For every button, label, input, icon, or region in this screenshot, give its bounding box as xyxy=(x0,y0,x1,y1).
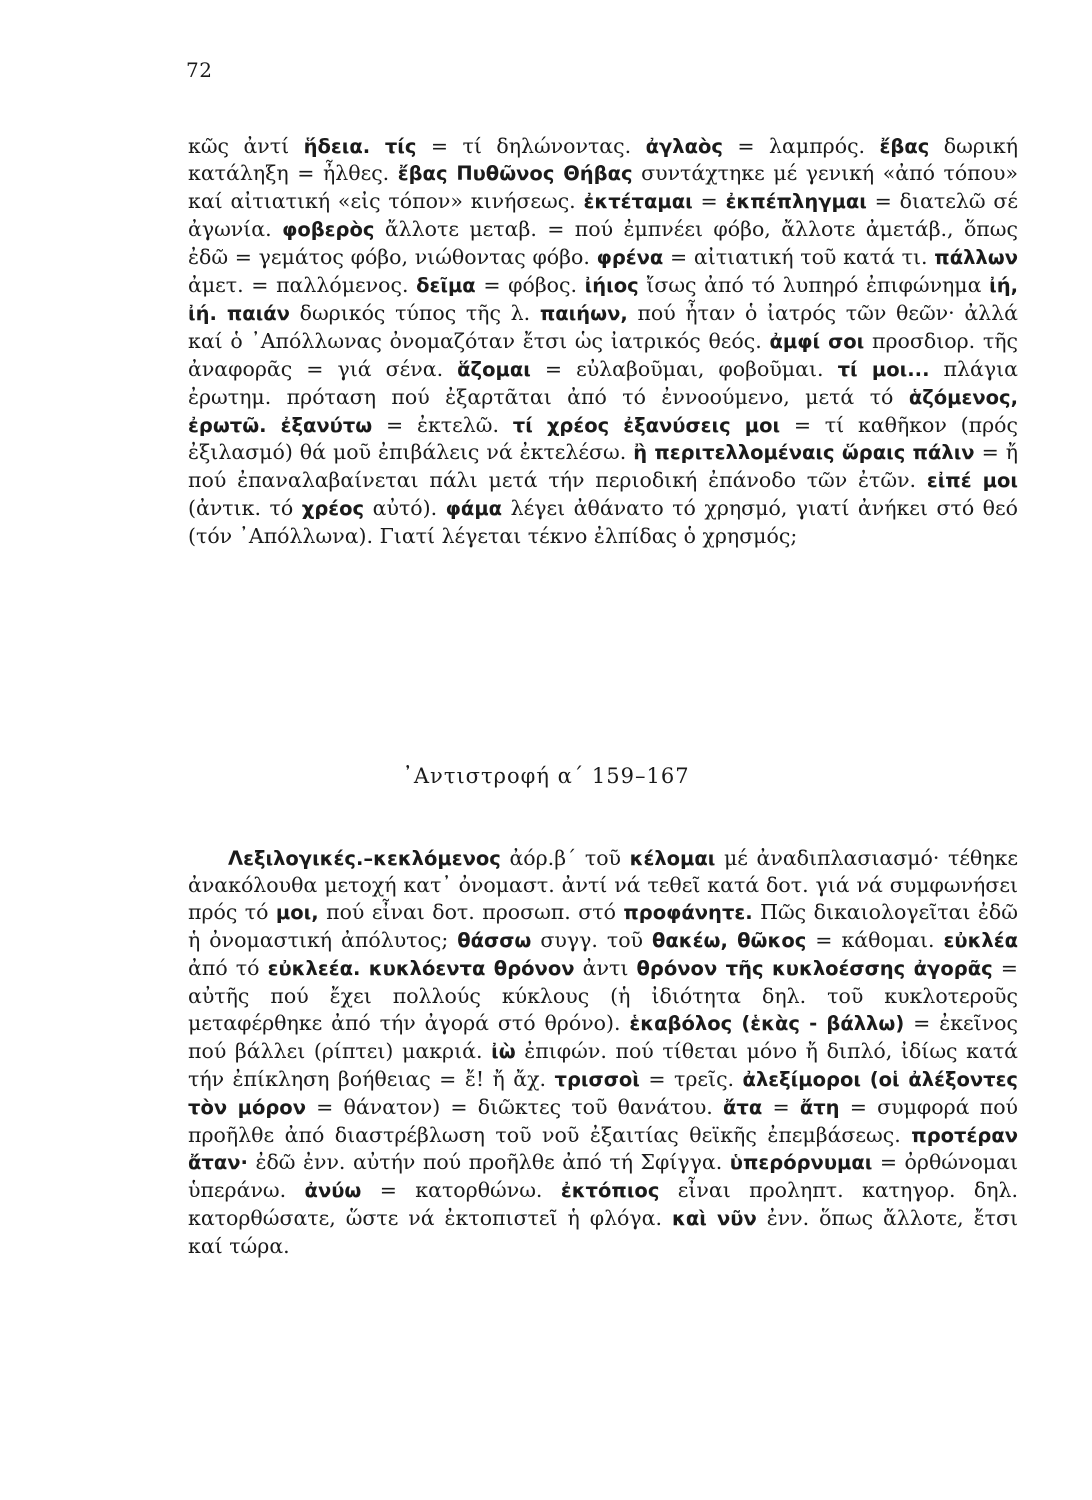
headword: ἁζόμενος, ἐρωτῶ. ἐξανύτω xyxy=(188,385,1018,437)
headword: φάμα xyxy=(445,497,503,521)
gloss-text: = θάνατον) = διῶκτες τοῦ θανάτου. xyxy=(305,1094,724,1119)
gloss-text: ἐνν. ὅπως ἄλλοτε, ἔτσι καί τώρα. xyxy=(188,1206,1018,1259)
gloss-text: πού ἦταν ὁ ἰατρός τῶν θεῶν· ἀλλά καί ὁ ᾿Απόλλωνας ὀνομαζόταν ἔτσι ὡς ἰατρικός θεός. xyxy=(188,300,1018,353)
headword: φοβερὸς xyxy=(282,218,375,242)
gloss-text: δωρικός τύπος τῆς λ. xyxy=(289,300,540,325)
headword: ὑπερόρνυμαι xyxy=(729,1151,873,1175)
headword: ἐκπέπληγμαι xyxy=(725,190,867,214)
gloss-text: λέγει ἀθάνατο τό χρησμό, γιατί ἀνήκει στό θεό (τόν ᾿Απόλλωνα). Γιατί λέγεται τέκνο ἐλπίδας ὁ χρησμός; xyxy=(188,496,1018,549)
gloss-text: ἀντι xyxy=(574,956,637,981)
headword: μοι, xyxy=(275,901,319,925)
gloss-text: = xyxy=(762,1094,800,1119)
lexical-notes-paragraph xyxy=(188,845,1018,1261)
gloss-text: (ἀντικ. τό xyxy=(188,496,302,521)
gloss-text: ἐπιφών. πού τίθεται μόνο ἤ διπλό, ἰδίως κατά τήν ἐπίκληση βοήθειας = ἔ! ἤ ἄχ. xyxy=(188,1038,1019,1091)
headword: τί χρέος ἐξανύσεις μοι xyxy=(512,413,781,437)
headword: εὐκλεέα. κυκλόεντα θρόνον xyxy=(267,957,575,981)
gloss-text: συγγ. τοῦ xyxy=(531,928,652,953)
headword: χρέος xyxy=(301,497,365,521)
gloss-text: συντάχτηκε μέ γενική «ἀπό τόπου» καί αἰτιατική «εἰς τόπον» κινήσεως. xyxy=(188,161,1019,214)
gloss-text: = τί δηλώνοντας. xyxy=(416,133,646,158)
headword: ἐκτόπιος xyxy=(560,1179,660,1203)
headword: ἅζομαι xyxy=(457,357,531,381)
gloss-text: = ὀρθώνομαι ὑπεράνω. xyxy=(188,1150,1019,1203)
headword: ἰήιος xyxy=(584,274,639,298)
headword: κέλομαι xyxy=(629,846,716,870)
headword: ἥδεια. τίς xyxy=(303,134,417,158)
headword: ἰὼ xyxy=(491,1039,516,1063)
gloss-text: ἐδῶ ἐνν. αὐτήν πού προῆλθε ἀπό τή Σφίγγα. xyxy=(247,1150,730,1175)
headword: προτέραν ἄταν· xyxy=(188,1123,1018,1175)
headword: παιήων, xyxy=(539,301,628,325)
gloss-text: ἴσως ἀπό τό λυπηρό ἐπιφώνημα xyxy=(638,273,990,298)
gloss-text: Πῶς δικαιολογεῖται ἐδῶ ἡ ὀνομαστική ἀπόλυτος; xyxy=(188,900,1018,953)
gloss-text: δωρική κατάληξη = ἦλθες. xyxy=(188,133,1018,186)
gloss-text: = εὐλαβοῦμαι, φοβοῦμαι. xyxy=(530,356,838,381)
gloss-text: = διατελῶ σέ ἀγωνία. xyxy=(188,189,1018,242)
gloss-text: = συμφορά πού προῆλθε ἀπό διαστρέβλωση τοῦ νοῦ ἐξαιτίας θεϊκῆς ἐπεμβάσεως. xyxy=(188,1094,1018,1147)
gloss-text: ἀόρ.β΄ τοῦ xyxy=(500,845,630,870)
headword: πάλλων xyxy=(934,246,1018,270)
gloss-text: μέ ἀναδιπλασιασμό· τέθηκε ἀνακόλουθα μετοχή κατ᾿ ὀνομαστ. ἀντί νά τεθεῖ κατά δοτ. γιά νά συμφωνήσει πρός τό xyxy=(188,845,1018,925)
gloss-text: = xyxy=(692,189,726,214)
gloss-text: πού εἶναι δοτ. προσωπ. στό xyxy=(318,900,624,925)
gloss-text: κῶς ἀντί xyxy=(188,133,304,158)
headword: ἔβας Πυθῶνος Θήβας xyxy=(397,162,633,186)
gloss-text: ἀπό τό xyxy=(188,956,268,981)
headword: φρένα xyxy=(596,246,664,270)
gloss-text: ἀμετ. = παλλόμενος. xyxy=(188,273,417,298)
headword: θακέω, θῶκος xyxy=(652,929,807,953)
headword: δεῖμα xyxy=(416,274,476,298)
gloss-text: = κάθομαι. xyxy=(806,928,944,953)
gloss-text: αὐτό). xyxy=(364,496,446,521)
gloss-text: εἶναι προληπτ. κατηγορ. δηλ. κατορθώσατε, ὥστε νά ἐκτοπιστεῖ ἡ φλόγα. xyxy=(188,1178,1018,1231)
gloss-text: προσδιορ. τῆς ἀναφορᾶς = γιά σένα. xyxy=(188,328,1018,381)
gloss-text: = αἰτιατική τοῦ κατά τι. xyxy=(663,245,935,270)
section-heading: ᾿Αντιστροφή α΄ 159–167 xyxy=(402,764,690,788)
headword: προφάνητε. xyxy=(623,901,753,925)
headword: ἀλεξίμοροι (οἱ ἀλέξοντες τὸν μόρον xyxy=(188,1067,1018,1119)
gloss-text: = φόβος. xyxy=(475,273,585,298)
page-number: 72 xyxy=(186,58,213,82)
headword: ἑκαβόλος (ἑκὰς - βάλλω) xyxy=(629,1011,905,1035)
gloss-text: = τρεῖς. xyxy=(639,1066,743,1091)
gloss-text: = ἐκεῖνος πού βάλλει (ρίπτει) μακριά. xyxy=(188,1010,1018,1063)
headword: ἔβας xyxy=(879,134,930,158)
headword: ἢ περιτελλομέναις ὥραις πάλιν xyxy=(633,441,975,465)
headword: ἀνύω xyxy=(304,1179,362,1203)
headword: τρισσοὶ xyxy=(554,1067,640,1091)
headword: ἀμφί σοι xyxy=(769,329,865,353)
headword: θρόνον τῆς κυκλοέσσης ἀγορᾶς xyxy=(636,957,993,981)
gloss-text: = ἤ πού ἐπαναλαβαίνεται πάλι μετά τήν περιοδική ἐπάνοδο τῶν ἐτῶν. xyxy=(188,440,1018,493)
headword: ἀγλαὸς xyxy=(645,134,723,158)
headword: εὐκλέα xyxy=(943,929,1019,953)
headword: θάσσω xyxy=(457,929,532,953)
gloss-text: = λαμπρός. xyxy=(722,133,880,158)
gloss-text: ἄλλοτε μεταβ. = πού ἐμπνέει φόβο, ἄλλοτε ἀμετάβ., ὅπως ἐδῶ = γεμάτος φόβο, νιώθοντας φόβο. xyxy=(188,217,1018,270)
gloss-text: = αὐτῆς πού ἔχει πολλούς κύκλους (ἡ ἰδιότητα δηλ. τοῦ κυκλοτεροῦς μεταφέρθηκε ἀπό τήν ἀγορά στό θρόνο). xyxy=(188,956,1018,1035)
commentary-paragraph-1 xyxy=(188,133,1018,551)
headword: ἄτα xyxy=(723,1095,763,1119)
gloss-text: = ἐκτελῶ. xyxy=(372,412,513,437)
gloss-text: = τί καθῆκον (πρός ἐξιλασμό) θά μοῦ ἐπιβάλεις νά ἐκτελέσω. xyxy=(188,412,1018,465)
headword: ἐκτέταμαι xyxy=(583,190,693,214)
headword: Λεξιλογικές.–κεκλόμενος xyxy=(228,846,501,870)
headword: ἄτη xyxy=(799,1095,840,1119)
gloss-text: = κατορθώνω. xyxy=(361,1178,561,1203)
headword: εἰπέ μοι xyxy=(926,469,1019,493)
gloss-text: πλάγια ἐρωτημ. πρόταση πού ἐξαρτᾶται ἀπό τό ἐννοούμενο, μετά τό xyxy=(188,356,1018,409)
headword: καὶ νῦν xyxy=(671,1207,757,1231)
headword: τί μοι... xyxy=(837,357,930,381)
headword: ἰή, ἰή. παιάν xyxy=(188,274,1018,325)
